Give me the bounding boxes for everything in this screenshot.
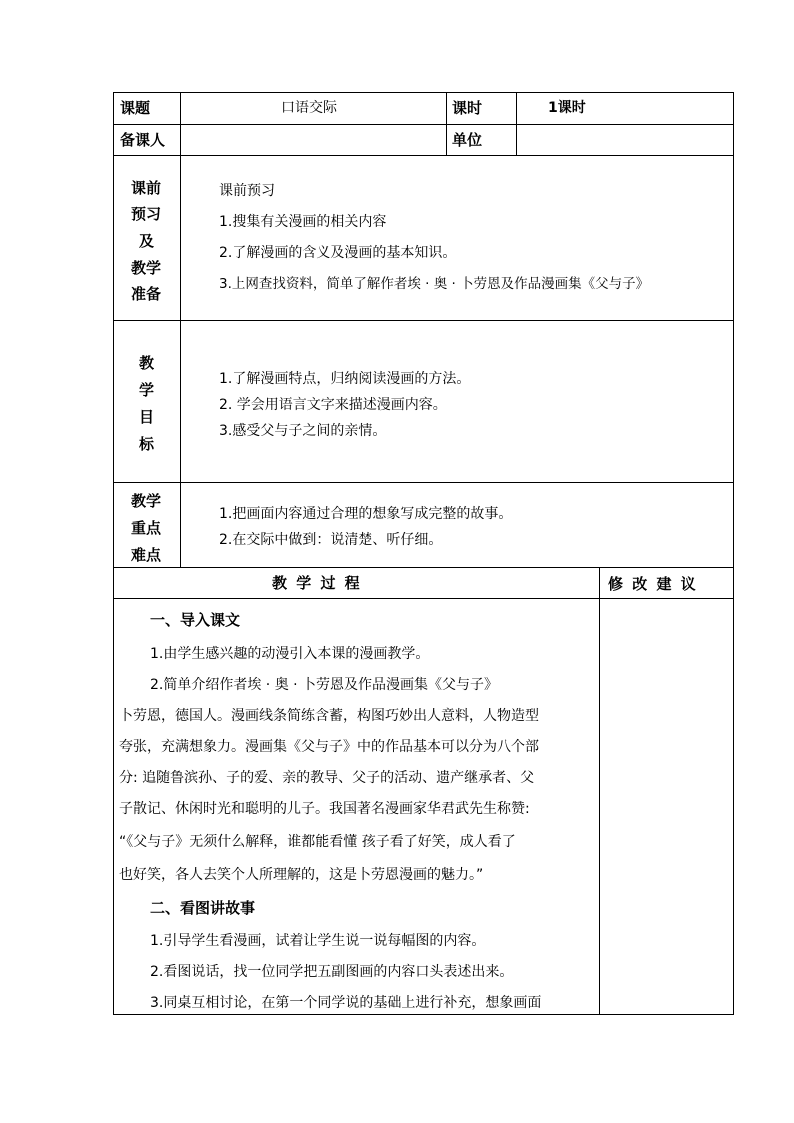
table-border-top [113, 92, 734, 93]
process-line: 2.简单介绍作者埃 · 奥 · 卜劳恩及作品漫画集《父与子》 [150, 677, 499, 693]
process-line: 夸张，充满想象力。漫画集《父与子》中的作品基本可以分为八个部 [119, 739, 539, 755]
table-border [113, 567, 734, 568]
preview-label: 及 [139, 232, 155, 250]
process-line: 子散记、休闲时光和聪明的儿子。我国著名漫画家华君武先生称赞: [119, 801, 530, 817]
table-border-bottom [113, 1014, 734, 1015]
preparer-label: 备课人 [120, 131, 166, 149]
preview-label: 预习 [131, 205, 162, 223]
key-points-label: 重点 [131, 519, 162, 537]
preview-label: 准备 [131, 285, 162, 303]
preview-label: 教学 [131, 259, 162, 277]
goal-item: 3.感受父与子之间的亲情。 [219, 423, 387, 439]
preview-item: 课前预习 [219, 183, 275, 199]
key-points-label: 教学 [131, 492, 162, 510]
table-border [113, 482, 734, 483]
table-border [113, 124, 734, 125]
period-label: 课时 [452, 99, 483, 117]
table-border [599, 567, 600, 1015]
process-line: 卜劳恩，德国人。漫画线条简练含蓄，构图巧妙出人意料，人物造型 [119, 708, 539, 724]
table-border-right [733, 92, 734, 1015]
key-points-label: 难点 [131, 546, 162, 564]
goals-label: 学 [139, 381, 155, 399]
subject-value: 口语交际 [281, 100, 337, 116]
table-border [113, 320, 734, 321]
goals-label: 目 [139, 408, 155, 426]
goal-item: 2. 学会用语言文字来描述漫画内容。 [219, 397, 447, 413]
key-point-item: 2.在交际中做到：说清楚、听仔细。 [219, 532, 443, 548]
unit-label: 单位 [452, 131, 483, 149]
preview-item: 3.上网查找资料，简单了解作者埃 · 奥 · 卜劳恩及作品漫画集《父与子》 [219, 276, 650, 292]
process-line: 分: 追随鲁滨孙、子的爱、亲的教导、父子的活动、遗产继承者、父 [119, 770, 535, 786]
table-border [113, 155, 734, 156]
process-line: 3.同桌互相讨论，在第一个同学说的基础上进行补充，想象画面 [150, 995, 542, 1011]
section-heading: 二、看图讲故事 [150, 899, 256, 917]
goals-label: 教 [139, 354, 155, 372]
section-heading: 一、导入课文 [150, 611, 241, 629]
subject-label: 课题 [120, 99, 151, 117]
process-line: 2.看图说话，找一位同学把五副图画的内容口头表述出来。 [150, 964, 514, 980]
preview-item: 1.搜集有关漫画的相关内容 [219, 214, 387, 230]
process-line: 1.引导学生看漫画，试着让学生说一说每幅图的内容。 [150, 933, 486, 949]
process-line: 1.由学生感兴趣的动漫引入本课的漫画教学。 [150, 646, 430, 662]
key-point-item: 1.把画面内容通过合理的想象写成完整的故事。 [219, 506, 513, 522]
table-border [516, 92, 517, 156]
preview-label: 课前 [131, 179, 162, 197]
table-border [113, 598, 734, 599]
table-border [180, 92, 181, 567]
table-border [446, 92, 447, 156]
process-line: “《父与子》无须什么解释，谁都能看懂 孩子看了好笑，成人看了 [119, 834, 516, 850]
table-border-left [113, 92, 114, 1015]
preview-item: 2.了解漫画的含义及漫画的基本知识。 [219, 245, 457, 261]
process-line: 也好笑，各人去笑个人所理解的，这是卜劳恩漫画的魅力。” [119, 867, 484, 883]
period-value: 1课时 [548, 100, 586, 116]
suggestion-title: 修 改 建 议 [608, 575, 698, 593]
goals-label: 标 [139, 435, 155, 453]
goal-item: 1.了解漫画特点，归纳阅读漫画的方法。 [219, 371, 471, 387]
process-title: 教 学 过 程 [272, 574, 362, 592]
